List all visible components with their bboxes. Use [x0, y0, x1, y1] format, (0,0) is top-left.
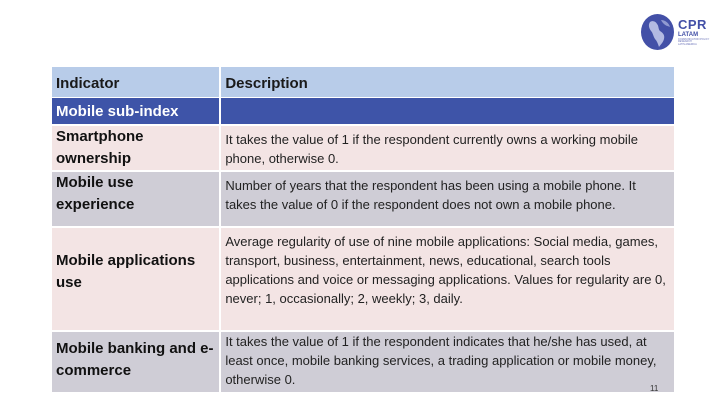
logo-text — [678, 18, 720, 47]
description-cell: It takes the value of 1 if the respondent indicates that he/she has used, at least once, mobile banking services, a trading application or mobile money, otherwise 0. — [220, 331, 674, 392]
page-number: 11 — [650, 384, 659, 393]
indicator-table — [52, 67, 674, 392]
indicator-cell: Smartphone ownership — [52, 125, 220, 171]
table-row — [52, 171, 674, 227]
logo-main: CPR — [677, 16, 707, 32]
description-cell: It takes the value of 1 if the respondent currently owns a working mobile phone, otherwise 0. — [220, 125, 674, 171]
globe-icon — [641, 14, 674, 50]
subheader-empty — [220, 98, 674, 126]
subheader-row — [52, 98, 674, 126]
description-cell: Number of years that the respondent has been using a mobile phone. It takes the value of 0 if the respondent does not own a mobile phone. — [220, 171, 674, 227]
indicator-cell: Mobile applications use — [52, 227, 220, 331]
table-row — [52, 227, 674, 331]
indicator-cell: Mobile banking and e-commerce — [52, 331, 220, 392]
table-row — [52, 331, 674, 392]
header-indicator: Indicator — [52, 67, 220, 98]
logo-tagline-2: LATIN AMERICA — [677, 42, 697, 46]
description-cell: Average regularity of use of nine mobile applications: Social media, games, transport, business, entertainment, news, educational, search tools applications and voice or messaging applications. Values for regularity are 0, never; 1, occasionally; 2, weekly; 3, daily. — [220, 227, 674, 331]
logo-tagline: COMMUNICATION POLICY RESEARCH — [677, 37, 710, 44]
table-header-row — [52, 67, 674, 98]
table-row — [52, 125, 674, 171]
logo-sub: LATAM — [677, 31, 699, 38]
subheader-label: Mobile sub-index — [52, 98, 220, 126]
cpr-latam-logo — [641, 14, 720, 50]
header-description: Description — [220, 67, 674, 98]
indicator-cell: Mobile use experience — [52, 171, 220, 227]
